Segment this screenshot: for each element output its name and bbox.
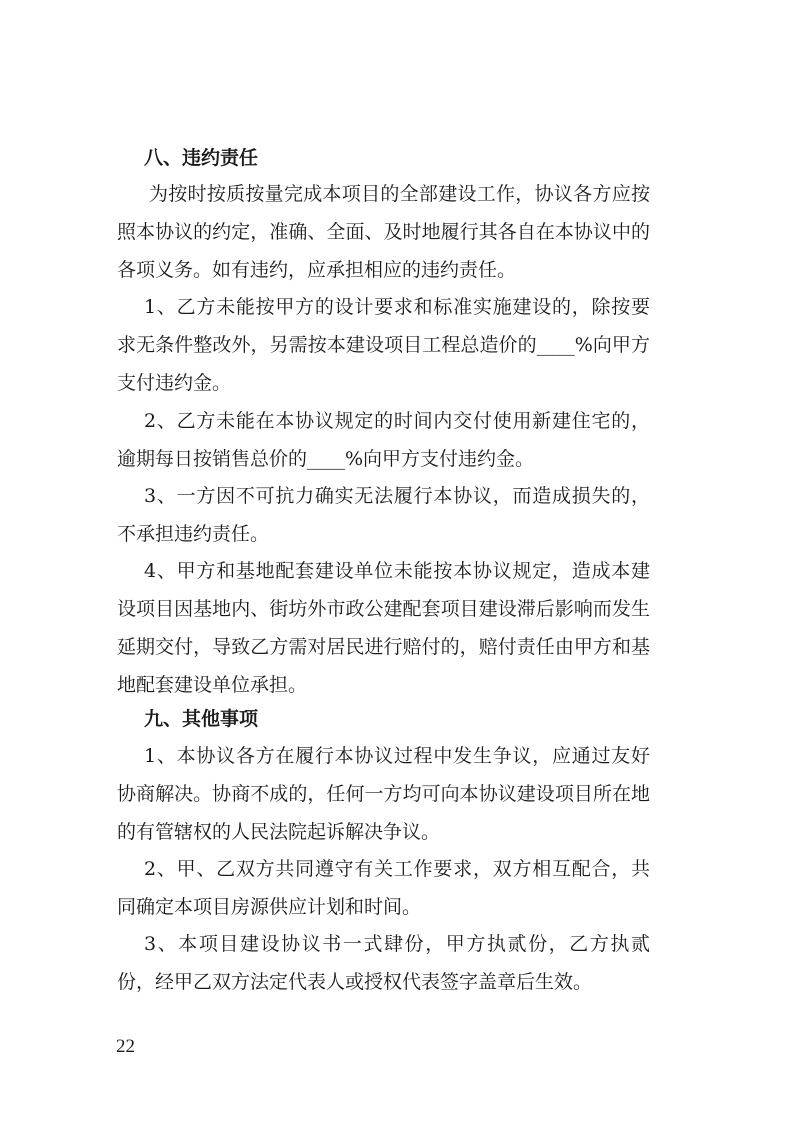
paragraph-breach-clause-4: 4、甲方和基地配套建设单位未能按本协议规定，造成本建设项目因基地内、街坊外市政公建配套项目建设滞后影响而发生延期交付，导致乙方需对居民进行赔付的，赔付责任由甲方和基地配套建设单位承担。 xyxy=(117,560,650,696)
paragraph-other-clause-1: 1、本协议各方在履行本协议过程中发生争议，应通过友好协商解决。协商不成的，任何一方均可向本协议建设项目所在地的有管辖权的人民法院起诉解决争议。 xyxy=(117,745,650,843)
paragraph-breach-intro: 为按时按质按量完成本项目的全部建设工作，协议各方应按照本协议的约定，准确、全面、及时地履行其各自在本协议中的各项义务。如有违约，应承担相应的违约责任。 xyxy=(117,183,650,281)
paragraph-other-clause-3: 3、本项目建设协议书一式肆份，甲方执贰份，乙方执贰份，经甲乙双方法定代表人或授权代表签字盖章后生效。 xyxy=(117,933,650,993)
paragraph-breach-clause-3: 3、一方因不可抗力确实无法履行本协议，而造成损失的，不承担违约责任。 xyxy=(117,485,650,545)
section-heading-other-matters: 九、其他事项 xyxy=(144,708,259,730)
page-number: 22 xyxy=(116,1036,135,1057)
paragraph-breach-clause-1: 1、乙方未能按甲方的设计要求和标准实施建设的，除按要求无条件整改外，另需按本建设项目工程总造价的____%向甲方支付违约金。 xyxy=(117,296,650,394)
paragraph-breach-clause-2: 2、乙方未能在本协议规定的时间内交付使用新建住宅的，逾期每日按销售总价的____%向甲方支付违约金。 xyxy=(117,410,650,470)
paragraph-other-clause-2: 2、甲、乙双方共同遵守有关工作要求，双方相互配合，共同确定本项目房源供应计划和时间。 xyxy=(117,858,650,918)
section-heading-breach-liability: 八、违约责任 xyxy=(144,147,259,169)
